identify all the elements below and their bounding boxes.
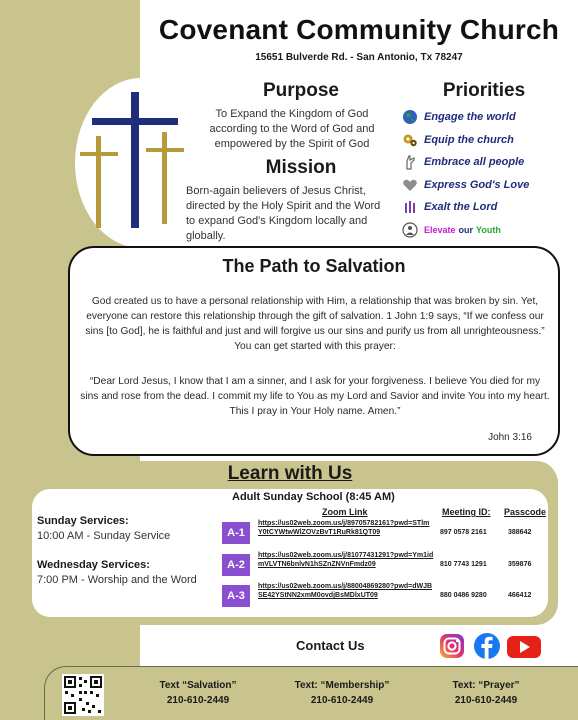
priorities-heading: Priorities	[442, 80, 526, 101]
youth-word-youth: Youth	[476, 224, 501, 235]
meeting-id: 897 0578 2161	[440, 529, 487, 536]
instagram-icon[interactable]	[438, 632, 466, 660]
adult-school-heading: Adult Sunday School (8:45 AM)	[232, 491, 395, 503]
priority-item	[402, 174, 574, 197]
wednesday-time: 7:00 PM - Worship and the Word	[37, 574, 197, 586]
salvation-title: The Path to Salvation	[222, 256, 406, 276]
priority-label: Equip the church	[424, 133, 514, 146]
meeting-id: 810 7743 1291	[440, 561, 487, 568]
priority-item	[402, 151, 574, 174]
zoom-badge: A-3	[222, 585, 250, 607]
sunday-time: 10:00 AM - Sunday Service	[37, 530, 171, 542]
priority-item	[402, 196, 574, 219]
priority-item	[402, 129, 574, 152]
meeting-id: 880 0486 9280	[440, 592, 487, 599]
mission-text: Born-again believers of Jesus Christ, directed by the Holy Spirit and the Word to expand God's Kingdom locally and globally.	[186, 185, 381, 242]
youth-word-our: our	[458, 224, 474, 235]
passcode: 466412	[508, 592, 532, 599]
passcode: 388642	[508, 529, 532, 536]
contact-label: Contact Us	[296, 638, 365, 653]
sunday-label: Sunday Services:	[37, 515, 129, 527]
priority-label: Embrace all people	[424, 156, 525, 169]
text-membership-keyword: Text: “Membership”	[294, 680, 390, 691]
hand-icon	[402, 154, 418, 170]
facebook-icon[interactable]	[473, 632, 501, 660]
salvation-prayer: “Dear Lord Jesus, I know that I am a sinner, and I ask for your forgiveness. I believe You died for my sins and rose from the dead. I commit my life to You as my Lord and Savior and invite You into my heart. This I pray in Your Holy name. Amen.”	[80, 376, 550, 417]
zoom-badge: A-2	[222, 554, 250, 576]
zoom-row	[222, 519, 548, 553]
passcode: 359876	[508, 561, 532, 568]
learn-panel	[32, 489, 548, 617]
zoom-link[interactable]: https://us02web.zoom.us/j/88004869280?pwd=dWJBSE42YStNN2xmM0ovdjBsMDlxUT09	[258, 583, 433, 599]
salvation-box	[68, 246, 560, 456]
priority-item-youth	[402, 219, 574, 242]
meeting-id-header: Meeting ID:	[442, 507, 491, 517]
church-address: 15651 Bulverde Rd. - San Antonio, Tx 78247	[255, 52, 463, 63]
priority-label: Express God's Love	[424, 178, 530, 191]
text-salvation-number[interactable]: 210-610-2449	[166, 695, 230, 706]
priority-item	[402, 106, 574, 129]
zoom-link[interactable]: https://us02web.zoom.us/j/81077431291?pwd=Ym1idmVLVTN6bnlvN1hSZnZNVnFmdz09	[258, 552, 434, 568]
heart-icon	[402, 177, 418, 193]
zoom-row	[222, 582, 548, 616]
passcode-header: Passcode	[504, 507, 547, 517]
text-us-bar	[44, 666, 578, 720]
church-name: Covenant Community Church	[158, 14, 560, 45]
text-prayer-number[interactable]: 210-610-2449	[454, 695, 518, 706]
text-prayer-keyword: Text: “Prayer”	[452, 680, 520, 691]
youth-word-elevate: Elevate	[424, 224, 456, 235]
zoom-link[interactable]: https://us02web.zoom.us/j/89705782161?pwd=STlmY0tCYWtwWlZOVzBvT1RuRk81QT09	[258, 520, 430, 536]
youtube-icon[interactable]	[506, 632, 542, 660]
text-salvation-keyword: Text “Salvation”	[159, 680, 237, 691]
priority-label: Engage the world	[424, 111, 516, 124]
qr-code-icon[interactable]	[62, 674, 104, 716]
youth-icon	[402, 222, 418, 238]
purpose-heading: Purpose	[262, 80, 340, 101]
salvation-body: God created us to have a personal relationship with Him, a relationship that was broken by sin. Yet, everyone can restore this relationship through the gift of salvation. 1 John 1:9 says, “If we confess our sins [to God], he is faithful and just and will forgive us our sins and purify us from all unrighteousness.” You can get started with this prayer:	[85, 296, 545, 352]
mission-heading: Mission	[265, 157, 337, 178]
learn-section	[22, 461, 558, 625]
salvation-reference: John 3:16	[488, 432, 532, 443]
zoom-row	[222, 551, 548, 585]
praise-icon	[402, 199, 418, 215]
wednesday-label: Wednesday Services:	[37, 559, 150, 571]
text-membership-number[interactable]: 210-610-2449	[310, 695, 374, 706]
priority-label: Exalt the Lord	[424, 201, 498, 214]
priorities-list	[402, 106, 574, 241]
purpose-text: To Expand the Kingdom of God according to the Word of God and empowered by the Spirit of God	[209, 108, 375, 150]
zoom-badge: A-1	[222, 522, 250, 544]
globe-icon	[402, 109, 418, 125]
crosses-icon	[78, 88, 198, 233]
gears-icon	[402, 132, 418, 148]
zoom-column-header: Zoom Link	[322, 507, 368, 517]
learn-title: Learn with Us	[227, 463, 353, 484]
